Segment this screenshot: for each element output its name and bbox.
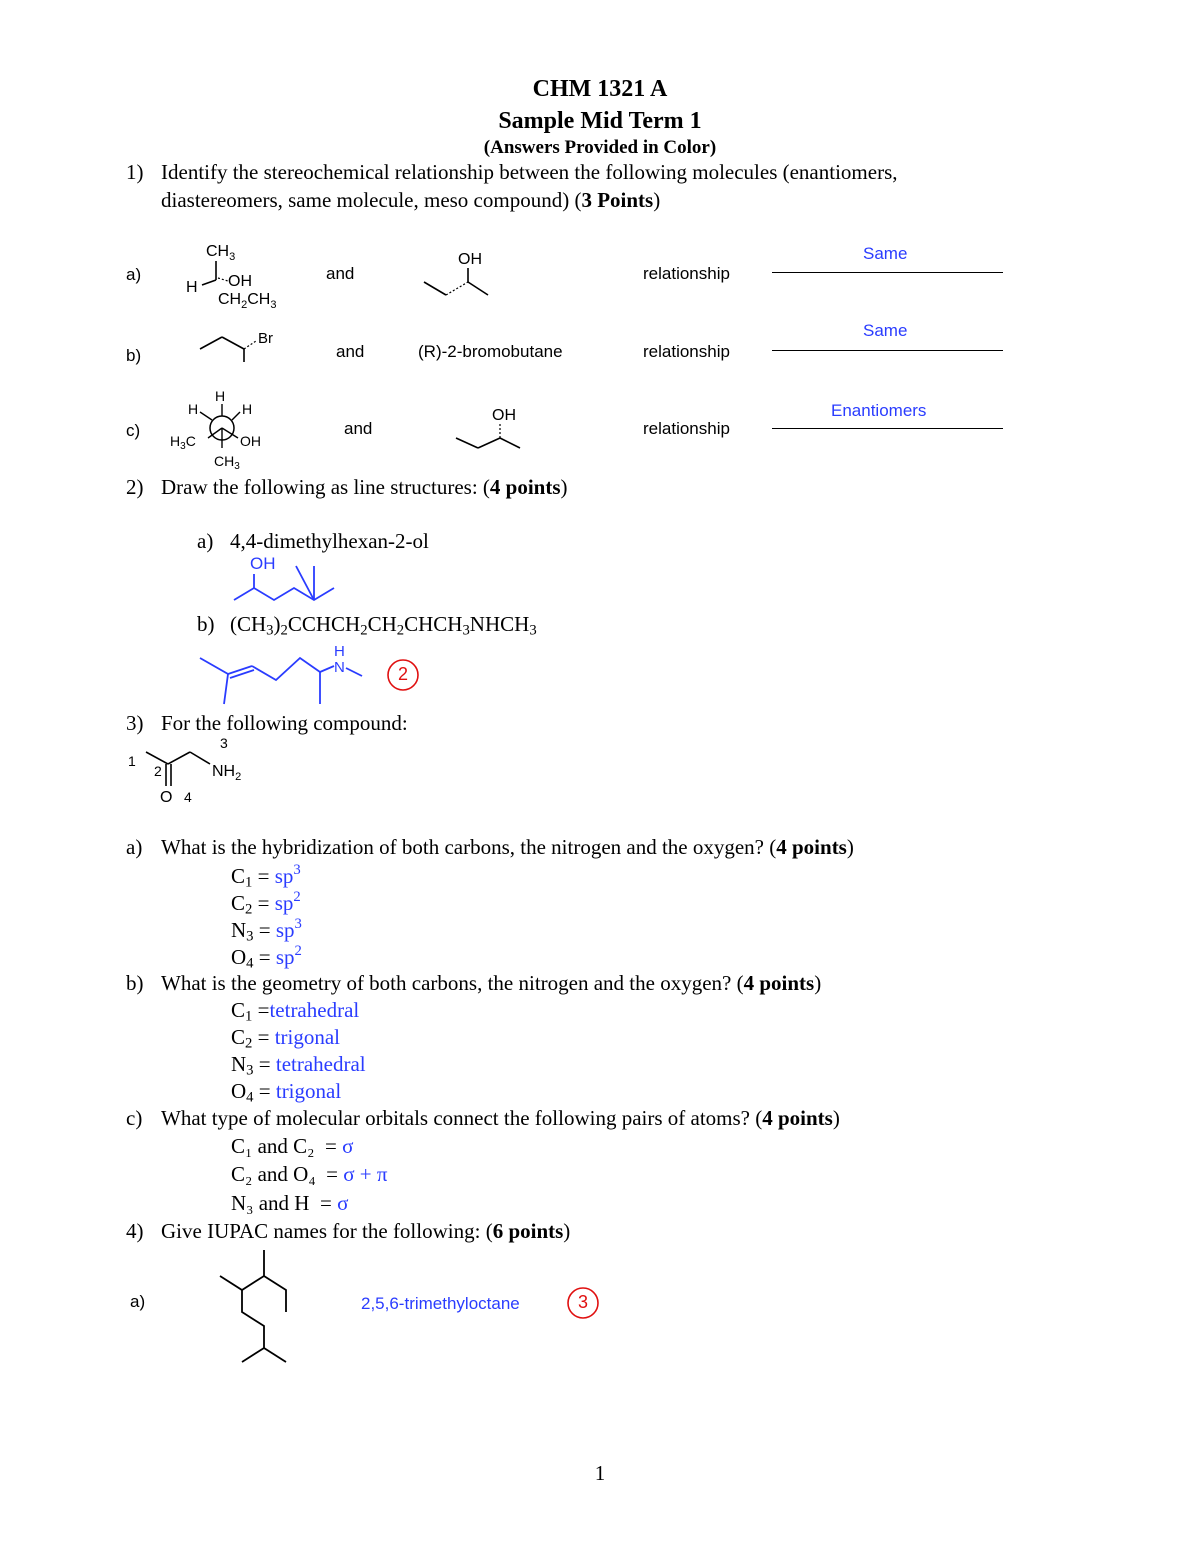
q1b-relationship-label: relationship <box>643 342 730 361</box>
q3a-atom: O <box>231 944 247 969</box>
svg-text:4: 4 <box>184 789 192 805</box>
svg-text:N: N <box>334 659 345 676</box>
q3b-atom-sub: 4 <box>246 1089 254 1106</box>
q3c-eq: = <box>324 1134 337 1158</box>
q3b-atom-sub: 2 <box>245 1035 253 1052</box>
svg-text:OH: OH <box>240 433 261 449</box>
q2a-answer-structure <box>230 552 370 608</box>
q3b-value: trigonal <box>275 1079 342 1103</box>
q1a-answer-line <box>772 272 1003 273</box>
q3b-eq: = <box>253 1052 276 1076</box>
svg-text:OH: OH <box>458 251 482 268</box>
q3b-atom-sub: 1 <box>245 1008 253 1025</box>
q2-text-main: Draw the following as line structures: ( <box>161 475 490 499</box>
svg-text:H: H <box>186 279 198 296</box>
svg-text:H: H <box>242 401 253 417</box>
q3a-value: sp <box>274 890 294 915</box>
q3a-atom-sub: 4 <box>246 955 254 972</box>
svg-text:O: O <box>160 789 173 806</box>
q3b-value: tetrahedral <box>269 998 360 1022</box>
q4-points: 6 points <box>492 1219 564 1243</box>
q1-text-main: diastereomers, same molecule, meso compound) ( <box>161 188 582 212</box>
svg-text:H: H <box>215 388 226 404</box>
q2b-formula: $(CH_3)_2CCHCH_2CH_2CHCH_3NHCH_3$ <box>230 612 537 639</box>
q1b-molecule-line <box>196 325 286 365</box>
q3c-pair: C₂ and O₄ <box>231 1162 316 1186</box>
q3a-value: sp <box>275 917 295 942</box>
q2-number: 2) <box>126 475 144 499</box>
q1a-letter: a) <box>126 265 142 284</box>
svg-text:CH3: $CH_3$ <box>206 243 236 263</box>
q3a-eq: = <box>253 944 276 969</box>
q3a-eq: = <box>252 863 275 888</box>
q3a-atom-sub: 3 <box>246 928 254 945</box>
q3c-pair: C₁ and C₂ <box>231 1134 315 1158</box>
q1c-relationship-label: relationship <box>643 419 730 438</box>
q3b-atom: N <box>231 1052 247 1076</box>
q3-number: 3) <box>126 711 144 735</box>
q3a-value-sup: 3 <box>294 916 302 932</box>
q3a-text: What is the hybridization of both carbons, the nitrogen and the oxygen? (4 points) <box>161 835 854 859</box>
q3b-eq: = <box>252 1025 275 1049</box>
page-number: 1 <box>594 1461 606 1485</box>
q3c-eq: = <box>319 1191 332 1215</box>
svg-text:2: 2 <box>154 763 162 779</box>
q3c-label: c) <box>126 1106 143 1130</box>
q2-text: Draw the following as line structures: (4 points) <box>161 475 568 499</box>
svg-text:H: H <box>188 401 199 417</box>
q3a-atom: C <box>231 890 246 915</box>
q3a-row-o4 <box>231 943 302 972</box>
q1a-relationship-label: relationship <box>643 264 730 283</box>
q3a-atom-sub: 2 <box>245 901 253 918</box>
q2a-name: 4,4-dimethylhexan-2-ol <box>230 529 429 553</box>
q3a-points: 4 points <box>776 835 847 859</box>
q4a-label: a) <box>130 1292 146 1311</box>
exam-title: Sample Mid Term 1 <box>498 108 702 134</box>
q3c-row-1 <box>231 1134 353 1159</box>
svg-text:OH: OH <box>228 273 252 290</box>
q3a-value: sp <box>274 863 294 888</box>
q3b-text-main: What is the geometry of both carbons, the nitrogen and the oxygen? ( <box>161 971 744 995</box>
q3a-atom: C <box>231 863 246 888</box>
q3b-atom: C <box>231 998 246 1022</box>
q3a-row-c2 <box>231 889 301 918</box>
q3a-atom-sub: 1 <box>245 874 253 891</box>
q4a-structure <box>214 1246 324 1370</box>
q1-text-line1: Identify the stereochemical relationship between the following molecules (enantiomers, <box>161 160 898 184</box>
q4-text-main: Give IUPAC names for the following: ( <box>161 1219 493 1243</box>
q3b-row-c2 <box>231 1025 340 1053</box>
q3b-value: tetrahedral <box>275 1052 366 1076</box>
q1a-and: and <box>326 264 355 283</box>
q3b-row-o4 <box>231 1079 341 1107</box>
q1c-molecule-line <box>452 402 532 454</box>
q3-text: For the following compound: <box>161 711 408 735</box>
q3b-row-n3 <box>231 1052 366 1080</box>
q3c-text: What type of molecular orbitals connect the following pairs of atoms? (4 points) <box>161 1106 840 1130</box>
q1b-and: and <box>336 342 365 361</box>
q3a-text-main: What is the hybridization of both carbons, the nitrogen and the oxygen? ( <box>161 835 777 859</box>
q3b-atom-sub: 3 <box>246 1062 254 1079</box>
q3b-eq: = <box>253 1079 276 1103</box>
q3b-row-c1 <box>231 998 359 1026</box>
svg-text:CH3: $CH_3$ <box>214 453 240 472</box>
q3c-row-3 <box>231 1191 348 1216</box>
q3a-label: a) <box>126 835 143 859</box>
q3-compound-structure <box>124 734 264 810</box>
svg-text:3: 3 <box>220 735 228 751</box>
q2-points: 4 points <box>489 475 561 499</box>
q3a-value: sp <box>275 944 295 969</box>
q1-number: 1) <box>126 160 144 184</box>
q1-points: 3 Points <box>581 188 654 212</box>
q3c-value: σ <box>337 1191 349 1215</box>
q1c-and: and <box>344 419 373 438</box>
svg-text:H: H <box>334 643 345 660</box>
q3b-text: What is the geometry of both carbons, the nitrogen and the oxygen? (4 points) <box>161 971 822 995</box>
q3a-value-sup: 2 <box>293 889 301 905</box>
q1b-answer: Same <box>863 321 908 340</box>
q1c-letter: c) <box>126 421 141 440</box>
svg-text:Br: Br <box>258 330 273 347</box>
q1-text-line2: diastereomers, same molecule, meso compound) (3 Points) <box>161 188 661 212</box>
q1c-molecule-newman <box>166 388 286 474</box>
q1b-partner: (R)-2-bromobutane <box>418 342 563 361</box>
svg-text:OH: OH <box>250 554 276 573</box>
q3a-value-sup: 3 <box>293 862 301 878</box>
q1b-letter: b) <box>126 346 142 365</box>
q3c-row-2 <box>231 1162 388 1187</box>
q3b-atom: O <box>231 1079 247 1103</box>
svg-text:1: 1 <box>128 753 136 769</box>
q3c-pair: N₃ and H <box>231 1191 310 1215</box>
q3a-atom: N <box>231 917 247 942</box>
q1a-molecule-fischer <box>180 238 300 310</box>
course-title: CHM 1321 A <box>532 76 668 102</box>
q3a-row-c1 <box>231 862 301 891</box>
q4-text: Give IUPAC names for the following: (6 points) <box>161 1219 571 1243</box>
q3a-row-n3 <box>231 916 302 945</box>
q3c-points: 4 points <box>762 1106 833 1130</box>
q3a-value-sup: 2 <box>294 943 302 959</box>
q1c-answer-line <box>772 428 1003 429</box>
q3c-eq: = <box>326 1162 338 1186</box>
q1c-answer: Enantiomers <box>831 401 927 420</box>
q3b-label: b) <box>126 971 144 995</box>
q2b-answer-structure <box>196 640 376 708</box>
q2b-score-value: 2 <box>397 664 408 684</box>
q1a-molecule-line <box>420 248 500 300</box>
q3c-text-main: What type of molecular orbitals connect the following pairs of atoms? ( <box>161 1106 763 1130</box>
q3b-value: trigonal <box>274 1025 341 1049</box>
q4a-score-value: 3 <box>577 1292 588 1312</box>
q2b-label: b) <box>197 612 215 636</box>
q3b-eq: = <box>252 998 270 1022</box>
q2a-label: a) <box>197 529 214 553</box>
q3a-eq: = <box>252 890 275 915</box>
svg-text:H3C: $H_3C$ <box>170 433 196 452</box>
q3a-eq: = <box>253 917 276 942</box>
q1a-answer: Same <box>863 244 908 263</box>
q3b-atom: C <box>231 1025 246 1049</box>
svg-text:CH2CH3: $CH_2CH_3$ <box>218 291 277 311</box>
q3c-value: σ <box>342 1134 354 1158</box>
q1b-answer-line <box>772 350 1003 351</box>
q4a-answer: 2,5,6-trimethyloctane <box>361 1294 520 1313</box>
answers-note: (Answers Provided in Color) <box>483 137 717 158</box>
svg-text:OH: OH <box>492 407 516 424</box>
svg-text:NH2: $NH_2$ <box>212 763 242 783</box>
q3c-value: σ + π <box>343 1162 388 1186</box>
q3b-points: 4 points <box>743 971 815 995</box>
q4-number: 4) <box>126 1219 144 1243</box>
